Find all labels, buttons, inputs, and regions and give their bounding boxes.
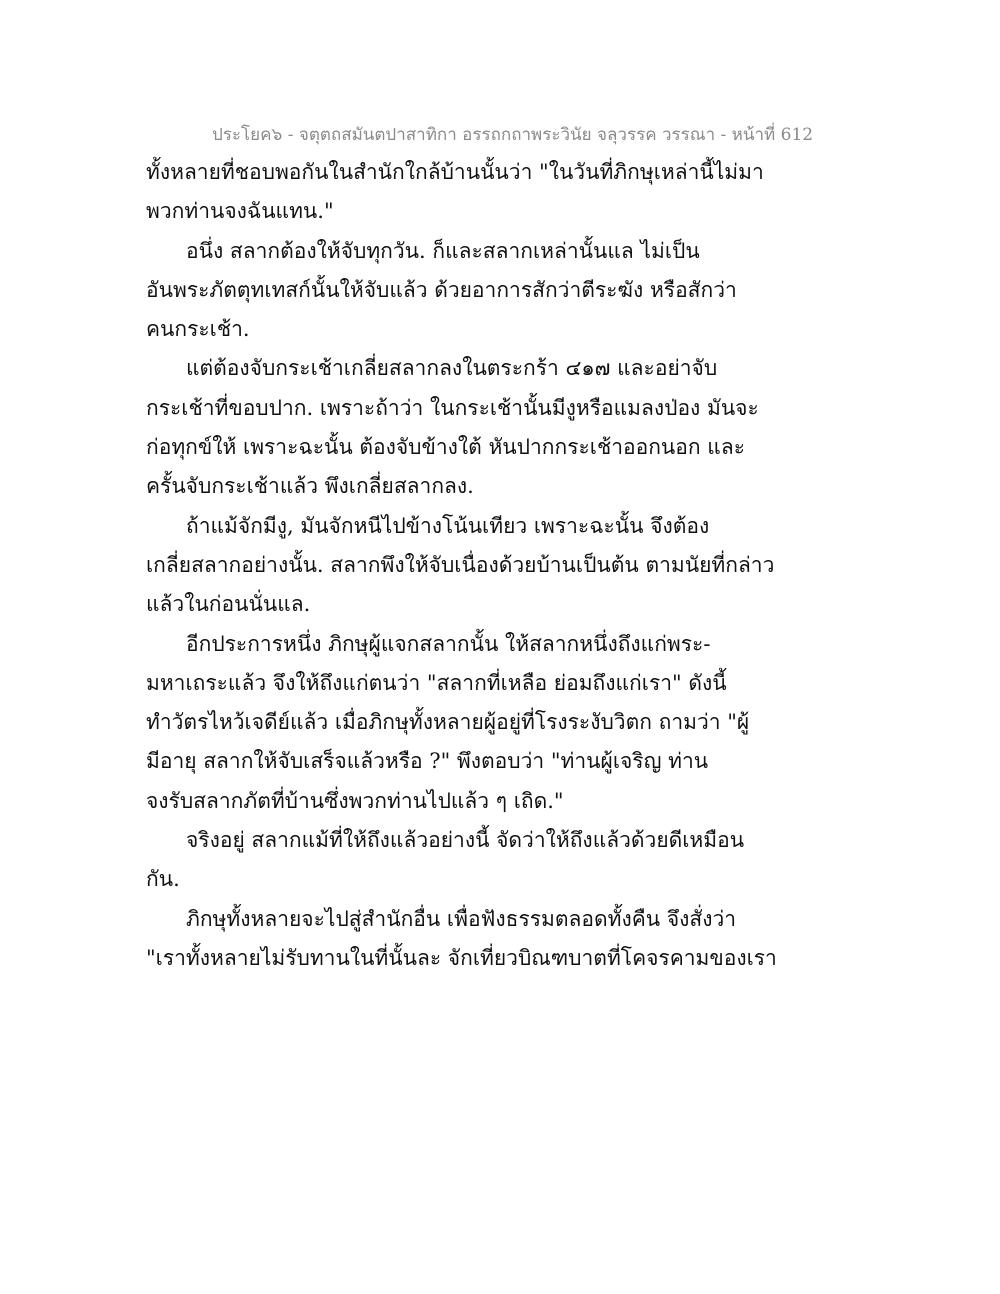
text-line: มีอายุ สลากให้จับเสร็จแล้วหรือ ?" พึงตอบว่า "ท่านผู้เจริญ ท่าน xyxy=(146,749,709,774)
paragraph-start-line: ภิกษุทั้งหลายจะไปสู่สำนักอื่น เพื่อฟังธรรมตลอดทั้งคืน จึงสั่งว่า xyxy=(186,906,737,931)
text-line: เกลี่ยสลากอย่างนั้น. สลากพึงให้จับเนื่องด้วยบ้านเป็นต้น ตามนัยที่กล่าว xyxy=(146,552,775,577)
paragraph-start-line: ถ้าแม้จักมีงู, มันจักหนีไปข้างโน้นเทียว เพราะฉะนั้น จึงต้อง xyxy=(186,513,710,538)
text-line: มหาเถระแล้ว จึงให้ถึงแก่ตนว่า "สลากที่เหลือ ย่อมถึงแก่เรา" ดังนี้ xyxy=(146,670,727,695)
paragraph-start-line: อีกประการหนึ่ง ภิกษุผู้แจกสลากนั้น ให้สลากหนึ่งถึงแก่พระ- xyxy=(186,631,711,656)
text-line: "เราทั้งหลายไม่รับทานในที่นั้นละ จักเที่ยวบิณฑบาตที่โคจรคามของเรา xyxy=(146,945,777,970)
text-line: กัน. xyxy=(146,867,180,892)
text-line: อันพระภัตตุทเทสก์นั้นให้จับแล้ว ด้วยอาการสักว่าตีระฆัง หรือสักว่า xyxy=(146,277,737,302)
text-line: ก่อทุกข์ให้ เพราะฉะนั้น ต้องจับข้างใต้ หันปากกระเช้าออกนอก และ xyxy=(146,435,745,460)
text-line: จงรับสลากภัตที่บ้านซึ่งพวกท่านไปแล้ว ๆ เถิด." xyxy=(146,788,564,813)
text-line: กระเช้าที่ขอบปาก. เพราะถ้าว่า ในกระเช้านั้นมีงูหรือแมลงป่อง มันจะ xyxy=(146,395,759,420)
paragraph-start-line: แต่ต้องจับกระเช้าเกลี่ยสลากลงในตระกร้า ๔๑๗ และอย่าจับ xyxy=(186,356,718,381)
text-line: พวกท่านจงฉันแทน." xyxy=(146,199,334,224)
running-header: ประโยค๖ - จตุตถสมันตปาสาทิกา อรรถกถาพระวินัย จลุวรรค วรรณา - หน้าที่ 612 xyxy=(212,125,814,145)
text-line: ทำวัตรไหว้เจดีย์แล้ว เมื่อภิกษุทั้งหลายผู้อยู่ที่โรงระงับวิตก ถามว่า "ผู้ xyxy=(146,710,750,735)
text-line: แล้วในก่อนนั่นแล. xyxy=(146,592,311,617)
text-line: ทั้งหลายที่ชอบพอกันในสำนักใกล้บ้านนั้นว่า "ในวันที่ภิกษุเหล่านี้ไม่มา xyxy=(146,160,764,184)
text-line: คนกระเช้า. xyxy=(146,317,250,342)
paragraph-start-line: อนึ่ง สลากต้องให้จับทุกวัน. ก็และสลากเหล่านั้นแล ไม่เป็น xyxy=(186,238,700,263)
paragraph-start-line: จริงอยู่ สลากแม้ที่ให้ถึงแล้วอย่างนี้ จัดว่าให้ถึงแล้วด้วยดีเหมือน xyxy=(186,828,745,853)
text-line: ครั้นจับกระเช้าแล้ว พึงเกลี่ยสลากลง. xyxy=(146,474,474,499)
body-text xyxy=(146,153,777,978)
